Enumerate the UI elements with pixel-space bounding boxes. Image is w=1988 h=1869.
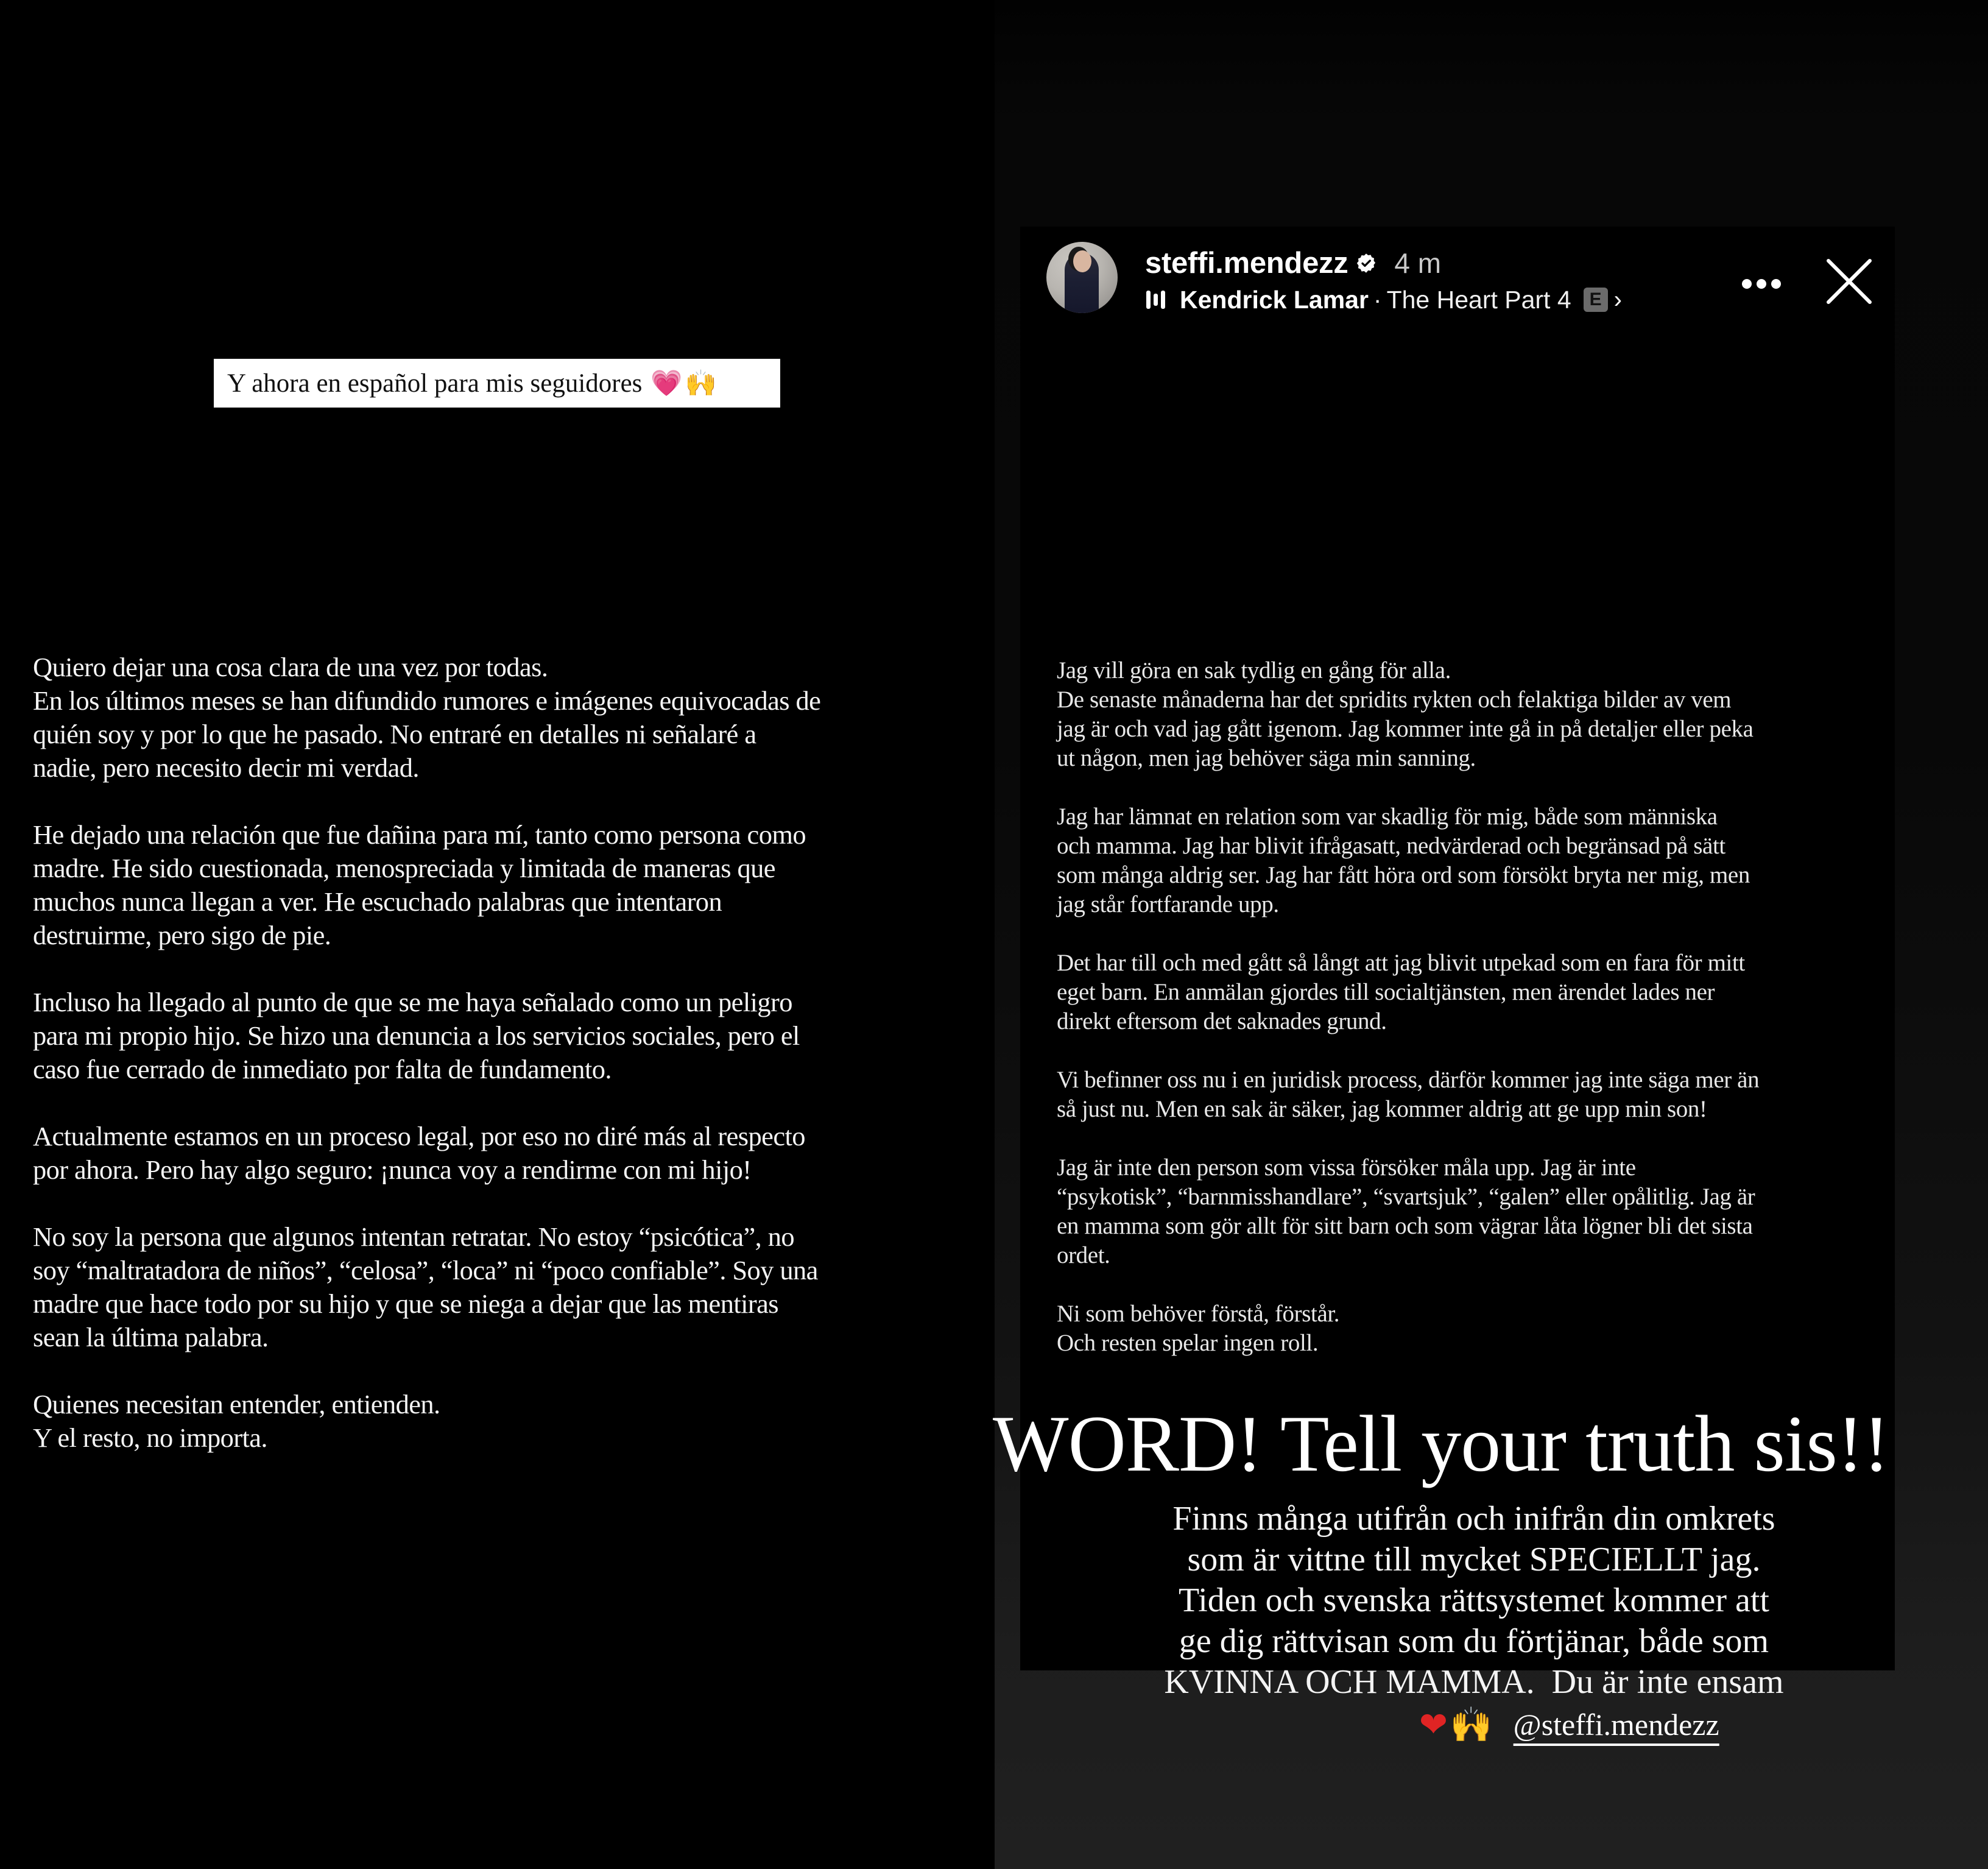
text-line: så just nu. Men en sak är säker, jag kommer aldrig att ge upp min son! bbox=[1057, 1096, 1707, 1122]
close-icon[interactable] bbox=[1826, 258, 1872, 305]
username-link[interactable]: steffi.mendezz bbox=[1145, 247, 1348, 280]
caption-sticker bbox=[214, 359, 780, 408]
text-line: “psykotisk”, “barnmisshandlare”, “svartsjuk”, “galen” eller opålitlig. Jag är bbox=[1057, 1184, 1755, 1210]
text-line: Quienes necesitan entender, entienden. bbox=[33, 1389, 440, 1419]
mention-link[interactable]: @steffi.mendezz bbox=[1513, 1708, 1719, 1742]
music-separator: · bbox=[1373, 285, 1382, 314]
text-line: Jag vill göra en sak tydlig en gång för alla. bbox=[1057, 657, 1451, 684]
paragraph bbox=[33, 1120, 983, 1187]
text-line: quién soy y por lo que he pasado. No entraré en detalles ni señalaré a bbox=[33, 719, 756, 749]
text-line: soy “maltratadora de niños”, “celosa”, “loca” ni “poco confiable”. Soy una bbox=[33, 1255, 818, 1285]
paragraph bbox=[1057, 1299, 1873, 1358]
explicit-badge: E bbox=[1584, 288, 1608, 312]
text-line: och mamma. Jag har blivit ifrågasatt, nedvärderad och begränsad på sätt bbox=[1057, 833, 1725, 859]
text-line: De senaste månaderna har det spridits rykten och felaktiga bilder av vem bbox=[1057, 687, 1732, 713]
text-line: Ni som behöver förstå, förstår. bbox=[1057, 1301, 1340, 1327]
text-line: Vi befinner oss nu i en juridisk process, därför kommer jag inte säga mer än bbox=[1057, 1067, 1760, 1093]
swedish-statement bbox=[1057, 656, 1873, 1387]
text-line: Och resten spelar ingen roll. bbox=[1057, 1330, 1319, 1356]
music-song: The Heart Part 4 bbox=[1386, 285, 1571, 314]
text-line: KVINNA OCH MAMMA. Du är inte ensam bbox=[1164, 1663, 1784, 1701]
verified-badge-icon bbox=[1355, 252, 1377, 274]
text-line: ut någon, men jag behöver säga min sanning. bbox=[1057, 745, 1476, 771]
text-line: caso fue cerrado de inmediato por falta de fundamento. bbox=[33, 1054, 612, 1084]
text-line: Tiden och svenska rättsystemet kommer att bbox=[1179, 1581, 1769, 1619]
avatar[interactable] bbox=[1046, 242, 1118, 313]
raised-hands-icon: 🙌 bbox=[1450, 1705, 1493, 1745]
text-line: No soy la persona que algunos intentan retratar. No estoy “psicótica”, no bbox=[33, 1221, 795, 1252]
text-line: Quiero dejar una cosa clara de una vez por todas. bbox=[33, 652, 548, 682]
text-line: Finns många utifrån och inifrån din omkrets bbox=[1172, 1500, 1775, 1538]
pink-heart-icon: 💗 bbox=[650, 368, 683, 398]
paragraph bbox=[33, 1388, 983, 1455]
text-line: nadie, pero necesito decir mi verdad. bbox=[33, 752, 419, 783]
text-line: madre que hace todo por su hijo y que se niega a dejar que las mentiras bbox=[33, 1288, 778, 1319]
signature-row bbox=[1419, 1703, 1719, 1746]
paragraph bbox=[1057, 949, 1873, 1036]
red-heart-icon: ❤ bbox=[1419, 1705, 1448, 1745]
text-line: Jag är inte den person som vissa försöker måla upp. Jag är inte bbox=[1057, 1154, 1636, 1181]
text-line: madre. He sido cuestionada, menospreciada y limitada de maneras que bbox=[33, 853, 775, 883]
text-line: en mamma som gör allt för sitt barn och som vägrar låta lögner bli det sista bbox=[1057, 1213, 1753, 1239]
music-bars-icon bbox=[1146, 291, 1165, 309]
text-line: eget barn. En anmälan gjordes till socialtjänsten, men ärendet lades ner bbox=[1057, 979, 1715, 1005]
emoji-group bbox=[1419, 1705, 1493, 1745]
paragraph bbox=[1057, 802, 1873, 919]
text-line: muchos nunca llegan a ver. He escuchado palabras que intentaron bbox=[33, 886, 722, 917]
post-time: 4 m bbox=[1394, 247, 1442, 279]
text-line: som är vittne till mycket SPECIELLT jag. bbox=[1187, 1541, 1761, 1578]
caption-text: Y ahora en español para mis seguidores bbox=[227, 369, 643, 398]
headline-overlay-text: WORD! Tell your truth sis!! bbox=[993, 1399, 1889, 1488]
paragraph bbox=[1057, 1065, 1873, 1124]
text-line: En los últimos meses se han difundido rumores e imágenes equivocadas de bbox=[33, 685, 821, 716]
paragraph bbox=[33, 986, 983, 1086]
paragraph bbox=[33, 1220, 983, 1354]
text-line: sean la última palabra. bbox=[33, 1322, 269, 1352]
paragraph bbox=[33, 651, 983, 785]
text-line: para mi propio hijo. Se hizo una denuncia a los servicios sociales, pero el bbox=[33, 1020, 800, 1051]
text-line: Jag har lämnat en relation som var skadlig för mig, både som människa bbox=[1057, 804, 1718, 830]
more-options-icon[interactable] bbox=[1742, 278, 1781, 290]
text-line: Incluso ha llegado al punto de que se me haya señalado como un peligro bbox=[33, 987, 792, 1017]
music-attribution[interactable] bbox=[1146, 283, 1622, 317]
avatar-head bbox=[1073, 250, 1091, 272]
paragraph bbox=[1057, 1153, 1873, 1270]
text-line: He dejado una relación que fue dañina para mí, tanto como persona como bbox=[33, 819, 806, 850]
chevron-right-icon: › bbox=[1613, 286, 1622, 313]
text-line: ordet. bbox=[1057, 1242, 1110, 1268]
raised-hands-icon: 🙌 bbox=[685, 368, 717, 398]
support-overlay-text bbox=[1035, 1499, 1912, 1703]
text-line: direkt eftersom det saknades grund. bbox=[1057, 1008, 1387, 1034]
text-line: ge dig rättvisan som du förtjänar, både som bbox=[1179, 1622, 1769, 1660]
paragraph bbox=[33, 818, 983, 952]
spanish-statement bbox=[33, 651, 983, 1488]
text-line: destruirme, pero sigo de pie. bbox=[33, 920, 331, 950]
paragraph bbox=[1057, 656, 1873, 773]
music-artist: Kendrick Lamar bbox=[1180, 285, 1369, 314]
text-line: jag är och vad jag gått igenom. Jag kommer inte gå in på detaljer eller peka bbox=[1057, 716, 1754, 742]
text-line: Y el resto, no importa. bbox=[33, 1422, 267, 1453]
text-line: Det har till och med gått så långt att jag blivit utpekad som en fara för mitt bbox=[1057, 950, 1745, 976]
story-user-row bbox=[1145, 245, 1441, 281]
text-line: jag står fortfarande upp. bbox=[1057, 891, 1279, 917]
text-line: por ahora. Pero hay algo seguro: ¡nunca voy a rendirme con mi hijo! bbox=[33, 1154, 752, 1185]
text-line: Actualmente estamos en un proceso legal, por eso no diré más al respecto bbox=[33, 1121, 805, 1151]
caption-emoji bbox=[650, 368, 717, 398]
text-line: som många aldrig ser. Jag har fått höra ord som försökt bryta ner mig, men bbox=[1057, 862, 1750, 888]
